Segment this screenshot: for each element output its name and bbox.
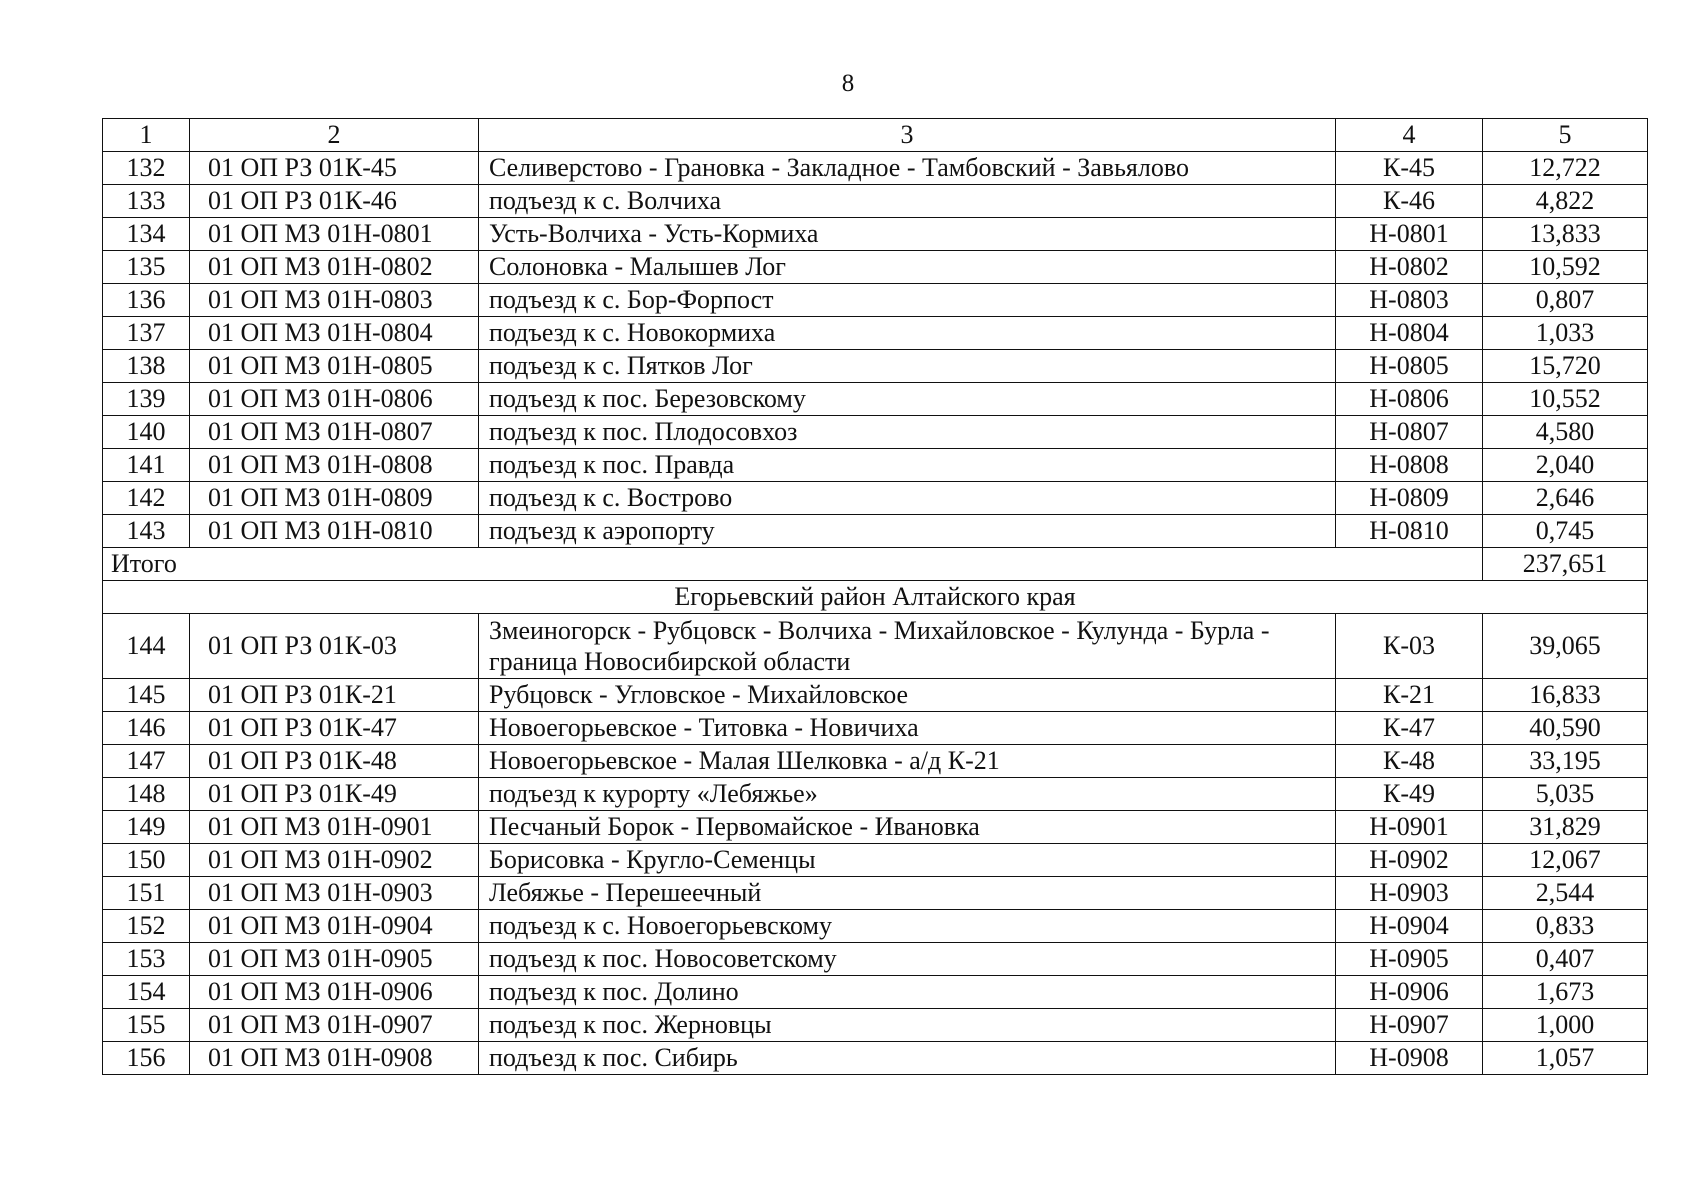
road-name: Новоегорьевское - Титовка - Новичиха (479, 712, 1336, 745)
road-index: Н-0902 (1336, 844, 1483, 877)
road-id-code: 01 ОП РЗ 01К-45 (190, 152, 479, 185)
road-length: 2,646 (1483, 482, 1648, 515)
road-index: Н-0808 (1336, 449, 1483, 482)
road-length: 12,067 (1483, 844, 1648, 877)
road-index: Н-0810 (1336, 515, 1483, 548)
road-id-code: 01 ОП МЗ 01Н-0903 (190, 877, 479, 910)
road-length: 16,833 (1483, 679, 1648, 712)
road-name: Борисовка - Кругло-Семенцы (479, 844, 1336, 877)
road-index: Н-0804 (1336, 317, 1483, 350)
road-name: подъезд к пос. Березовскому (479, 383, 1336, 416)
road-index: Н-0803 (1336, 284, 1483, 317)
road-name: Рубцовск - Угловское - Михайловское (479, 679, 1336, 712)
header-row (103, 119, 1648, 152)
road-length: 10,552 (1483, 383, 1648, 416)
road-index: Н-0806 (1336, 383, 1483, 416)
road-id-code: 01 ОП МЗ 01Н-0806 (190, 383, 479, 416)
roads-table (102, 118, 1648, 1075)
table-row (103, 778, 1648, 811)
road-length: 0,833 (1483, 910, 1648, 943)
row-number: 137 (103, 317, 190, 350)
table-row (103, 152, 1648, 185)
total-value: 237,651 (1483, 548, 1648, 581)
road-id-code: 01 ОП МЗ 01Н-0802 (190, 251, 479, 284)
road-index: Н-0805 (1336, 350, 1483, 383)
road-index: Н-0905 (1336, 943, 1483, 976)
road-name: подъезд к пос. Жерновцы (479, 1009, 1336, 1042)
table-row (103, 712, 1648, 745)
table-row (103, 745, 1648, 778)
row-number: 135 (103, 251, 190, 284)
road-id-code: 01 ОП РЗ 01К-21 (190, 679, 479, 712)
road-length: 33,195 (1483, 745, 1648, 778)
table-row (103, 383, 1648, 416)
road-name: подъезд к пос. Плодосовхоз (479, 416, 1336, 449)
header-cell: 4 (1336, 119, 1483, 152)
road-index: К-47 (1336, 712, 1483, 745)
road-index: Н-0907 (1336, 1009, 1483, 1042)
road-id-code: 01 ОП МЗ 01Н-0809 (190, 482, 479, 515)
row-number: 134 (103, 218, 190, 251)
road-index: Н-0908 (1336, 1042, 1483, 1075)
row-number: 149 (103, 811, 190, 844)
table-row (103, 482, 1648, 515)
road-name: Солоновка - Малышев Лог (479, 251, 1336, 284)
road-index: К-21 (1336, 679, 1483, 712)
road-index: К-03 (1336, 614, 1483, 679)
row-number: 144 (103, 614, 190, 679)
total-label: Итого (103, 548, 1483, 581)
table-row (103, 976, 1648, 1009)
road-index: Н-0809 (1336, 482, 1483, 515)
header-cell: 2 (190, 119, 479, 152)
row-number: 136 (103, 284, 190, 317)
road-id-code: 01 ОП РЗ 01К-49 (190, 778, 479, 811)
table-row (103, 877, 1648, 910)
road-length: 5,035 (1483, 778, 1648, 811)
road-name: подъезд к пос. Правда (479, 449, 1336, 482)
table-row (103, 1009, 1648, 1042)
road-length: 0,407 (1483, 943, 1648, 976)
table-row (103, 844, 1648, 877)
road-length: 4,822 (1483, 185, 1648, 218)
road-length: 31,829 (1483, 811, 1648, 844)
row-number: 151 (103, 877, 190, 910)
header-cell: 3 (479, 119, 1336, 152)
table-row (103, 185, 1648, 218)
row-number: 156 (103, 1042, 190, 1075)
road-name: подъезд к пос. Сибирь (479, 1042, 1336, 1075)
row-number: 143 (103, 515, 190, 548)
table-row (103, 284, 1648, 317)
road-id-code: 01 ОП МЗ 01Н-0805 (190, 350, 479, 383)
row-number: 132 (103, 152, 190, 185)
road-length: 10,592 (1483, 251, 1648, 284)
row-number: 148 (103, 778, 190, 811)
section-title: Егорьевский район Алтайского края (103, 581, 1648, 614)
row-number: 133 (103, 185, 190, 218)
road-name: Змеиногорск - Рубцовск - Волчиха - Михайловское - Кулунда - Бурла - граница Новосибирской области (479, 614, 1336, 679)
road-length: 12,722 (1483, 152, 1648, 185)
road-id-code: 01 ОП МЗ 01Н-0807 (190, 416, 479, 449)
road-index: Н-0906 (1336, 976, 1483, 1009)
road-name: подъезд к с. Пятков Лог (479, 350, 1336, 383)
table-row (103, 614, 1648, 679)
table-row (103, 317, 1648, 350)
table-row (103, 679, 1648, 712)
road-length: 0,745 (1483, 515, 1648, 548)
table-row (103, 449, 1648, 482)
road-id-code: 01 ОП МЗ 01Н-0905 (190, 943, 479, 976)
road-name: подъезд к с. Волчиха (479, 185, 1336, 218)
road-index: Н-0903 (1336, 877, 1483, 910)
road-index: Н-0901 (1336, 811, 1483, 844)
row-number: 147 (103, 745, 190, 778)
road-index: К-45 (1336, 152, 1483, 185)
table-row (103, 251, 1648, 284)
road-id-code: 01 ОП МЗ 01Н-0902 (190, 844, 479, 877)
road-name: подъезд к аэропорту (479, 515, 1336, 548)
road-id-code: 01 ОП РЗ 01К-46 (190, 185, 479, 218)
road-name: Усть-Волчиха - Усть-Кормиха (479, 218, 1336, 251)
road-name: Селиверстово - Грановка - Закладное - Тамбовский - Завьялово (479, 152, 1336, 185)
road-name: подъезд к пос. Новосоветскому (479, 943, 1336, 976)
row-number: 153 (103, 943, 190, 976)
road-index: К-48 (1336, 745, 1483, 778)
row-number: 141 (103, 449, 190, 482)
total-row (103, 548, 1648, 581)
road-length: 39,065 (1483, 614, 1648, 679)
road-index: К-49 (1336, 778, 1483, 811)
road-id-code: 01 ОП МЗ 01Н-0908 (190, 1042, 479, 1075)
road-id-code: 01 ОП МЗ 01Н-0906 (190, 976, 479, 1009)
row-number: 140 (103, 416, 190, 449)
road-name: Песчаный Борок - Первомайское - Ивановка (479, 811, 1336, 844)
road-name: подъезд к с. Новокормиха (479, 317, 1336, 350)
row-number: 154 (103, 976, 190, 1009)
road-id-code: 01 ОП МЗ 01Н-0904 (190, 910, 479, 943)
header-cell: 1 (103, 119, 190, 152)
road-length: 13,833 (1483, 218, 1648, 251)
road-id-code: 01 ОП РЗ 01К-03 (190, 614, 479, 679)
road-id-code: 01 ОП МЗ 01Н-0804 (190, 317, 479, 350)
road-id-code: 01 ОП РЗ 01К-47 (190, 712, 479, 745)
road-length: 40,590 (1483, 712, 1648, 745)
road-id-code: 01 ОП РЗ 01К-48 (190, 745, 479, 778)
road-id-code: 01 ОП МЗ 01Н-0901 (190, 811, 479, 844)
road-length: 0,807 (1483, 284, 1648, 317)
road-length: 1,000 (1483, 1009, 1648, 1042)
road-name: подъезд к с. Вострово (479, 482, 1336, 515)
road-name: Новоегорьевское - Малая Шелковка - а/д К-21 (479, 745, 1336, 778)
road-length: 2,544 (1483, 877, 1648, 910)
road-length: 2,040 (1483, 449, 1648, 482)
row-number: 152 (103, 910, 190, 943)
road-index: Н-0807 (1336, 416, 1483, 449)
table-row (103, 943, 1648, 976)
road-name: подъезд к курорту «Лебяжье» (479, 778, 1336, 811)
table-row (103, 1042, 1648, 1075)
road-id-code: 01 ОП МЗ 01Н-0803 (190, 284, 479, 317)
table-row (103, 350, 1648, 383)
road-name: подъезд к с. Бор-Форпост (479, 284, 1336, 317)
road-id-code: 01 ОП МЗ 01Н-0801 (190, 218, 479, 251)
table-row (103, 218, 1648, 251)
row-number: 139 (103, 383, 190, 416)
row-number: 155 (103, 1009, 190, 1042)
table-row (103, 910, 1648, 943)
road-length: 15,720 (1483, 350, 1648, 383)
table-row (103, 416, 1648, 449)
road-name: подъезд к пос. Долино (479, 976, 1336, 1009)
row-number: 150 (103, 844, 190, 877)
road-name: Лебяжье - Перешеечный (479, 877, 1336, 910)
road-length: 1,033 (1483, 317, 1648, 350)
road-index: Н-0904 (1336, 910, 1483, 943)
road-id-code: 01 ОП МЗ 01Н-0907 (190, 1009, 479, 1042)
road-id-code: 01 ОП МЗ 01Н-0810 (190, 515, 479, 548)
road-name: подъезд к с. Новоегорьевскому (479, 910, 1336, 943)
table-row (103, 515, 1648, 548)
row-number: 146 (103, 712, 190, 745)
row-number: 142 (103, 482, 190, 515)
row-number: 145 (103, 679, 190, 712)
road-length: 1,057 (1483, 1042, 1648, 1075)
road-length: 1,673 (1483, 976, 1648, 1009)
road-length: 4,580 (1483, 416, 1648, 449)
header-cell: 5 (1483, 119, 1648, 152)
section-row (103, 581, 1648, 614)
row-number: 138 (103, 350, 190, 383)
road-index: Н-0802 (1336, 251, 1483, 284)
road-index: К-46 (1336, 185, 1483, 218)
table-row (103, 811, 1648, 844)
road-id-code: 01 ОП МЗ 01Н-0808 (190, 449, 479, 482)
page-number: 8 (841, 70, 855, 97)
road-index: Н-0801 (1336, 218, 1483, 251)
